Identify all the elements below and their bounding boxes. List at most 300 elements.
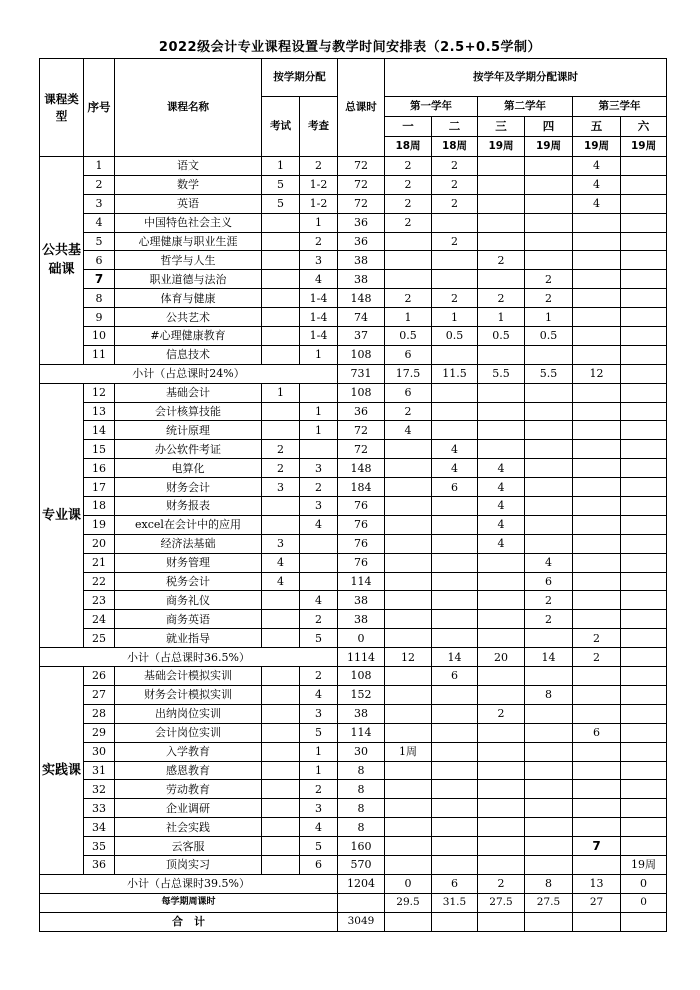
term-1-cell: 2 [385, 157, 432, 176]
exam-term-cell [262, 685, 300, 704]
grand-total-empty [573, 912, 621, 931]
exam-term-cell: 1 [262, 157, 300, 176]
total-hours-cell: 36 [338, 213, 385, 232]
subtotal-term-3: 5.5 [478, 364, 525, 383]
table-row [40, 553, 667, 572]
table-row [40, 855, 667, 874]
seq-cell: 15 [84, 440, 115, 459]
exam-term-cell [262, 837, 300, 856]
term-4-cell: 8 [525, 685, 573, 704]
term-3-cell: 0.5 [478, 327, 525, 346]
term-1-cell [385, 478, 432, 497]
table-row [40, 157, 667, 176]
subtotal-label: 小计（占总课时24%） [40, 364, 338, 383]
term-3-cell [478, 213, 525, 232]
subtotal-term-5: 12 [573, 364, 621, 383]
course-name-cell: 数学 [115, 175, 262, 194]
term-6-cell [621, 289, 667, 308]
total-hours-cell: 108 [338, 383, 385, 402]
table-row [40, 327, 667, 346]
term-1-cell [385, 534, 432, 553]
term-5-cell [573, 251, 621, 270]
term-5-cell [573, 799, 621, 818]
check-term-cell: 1-2 [300, 194, 338, 213]
term-1-cell [385, 515, 432, 534]
course-name-cell: 财务报表 [115, 497, 262, 516]
term-2-cell [432, 591, 478, 610]
term-3-cell [478, 383, 525, 402]
term-1-cell [385, 799, 432, 818]
grand-total-empty [432, 912, 478, 931]
term-1-cell [385, 629, 432, 648]
seq-cell: 32 [84, 780, 115, 799]
term-2-cell: 2 [432, 157, 478, 176]
term-6-cell [621, 553, 667, 572]
total-hours-cell: 72 [338, 157, 385, 176]
subtotal-row [40, 364, 667, 383]
table-row [40, 421, 667, 440]
term-6-cell [621, 799, 667, 818]
seq-cell: 34 [84, 818, 115, 837]
term-5-cell [573, 213, 621, 232]
term-2-cell: 6 [432, 478, 478, 497]
table-row [40, 270, 667, 289]
course-name-cell: 商务英语 [115, 610, 262, 629]
weekly-hours-total-empty [338, 893, 385, 912]
exam-term-cell [262, 704, 300, 723]
subtotal-hours: 731 [338, 364, 385, 383]
term-5-cell [573, 497, 621, 516]
check-term-cell [300, 440, 338, 459]
header-year-2: 第二学年 [478, 97, 573, 117]
term-4-cell [525, 837, 573, 856]
check-term-cell: 4 [300, 270, 338, 289]
table-row [40, 591, 667, 610]
seq-cell: 6 [84, 251, 115, 270]
term-4-cell [525, 194, 573, 213]
term-3-cell [478, 761, 525, 780]
table-row [40, 459, 667, 478]
term-4-cell: 2 [525, 270, 573, 289]
term-6-cell [621, 534, 667, 553]
term-2-cell [432, 515, 478, 534]
check-term-cell: 1 [300, 742, 338, 761]
term-3-cell: 4 [478, 478, 525, 497]
check-term-cell: 1-4 [300, 289, 338, 308]
term-2-cell [432, 402, 478, 421]
term-1-cell [385, 667, 432, 686]
term-2-cell [432, 534, 478, 553]
table-row [40, 402, 667, 421]
check-term-cell [300, 534, 338, 553]
term-1-cell: 2 [385, 213, 432, 232]
term-2-cell: 1 [432, 308, 478, 327]
course-name-cell: 职业道德与法治 [115, 270, 262, 289]
header-weeks-term-1: 18周 [385, 137, 432, 157]
seq-cell: 33 [84, 799, 115, 818]
total-hours-cell: 114 [338, 723, 385, 742]
term-5-cell [573, 345, 621, 364]
term-2-cell [432, 383, 478, 402]
course-name-cell: 英语 [115, 194, 262, 213]
term-1-cell: 2 [385, 289, 432, 308]
term-2-cell: 2 [432, 289, 478, 308]
term-4-cell [525, 667, 573, 686]
term-5-cell [573, 818, 621, 837]
table-row [40, 610, 667, 629]
subtotal-term-6 [621, 364, 667, 383]
term-5-cell [573, 761, 621, 780]
total-hours-cell: 76 [338, 553, 385, 572]
check-term-cell: 2 [300, 667, 338, 686]
term-1-cell: 2 [385, 402, 432, 421]
term-1-cell [385, 232, 432, 251]
total-hours-cell: 0 [338, 629, 385, 648]
term-3-cell [478, 742, 525, 761]
exam-term-cell: 2 [262, 459, 300, 478]
term-4-cell [525, 213, 573, 232]
exam-term-cell: 2 [262, 440, 300, 459]
term-4-cell [525, 629, 573, 648]
exam-term-cell [262, 515, 300, 534]
table-row [40, 383, 667, 402]
total-hours-cell: 38 [338, 704, 385, 723]
term-3-cell [478, 780, 525, 799]
exam-term-cell [262, 799, 300, 818]
total-hours-cell: 76 [338, 534, 385, 553]
table-row [40, 629, 667, 648]
subtotal-term-4: 14 [525, 648, 573, 667]
term-1-cell [385, 553, 432, 572]
term-6-cell [621, 157, 667, 176]
grand-total-label: 合 计 [40, 912, 338, 931]
total-hours-cell: 30 [338, 742, 385, 761]
total-hours-cell: 8 [338, 780, 385, 799]
check-term-cell: 1-2 [300, 175, 338, 194]
header-term-4: 四 [525, 117, 573, 137]
term-3-cell [478, 591, 525, 610]
course-name-cell: 电算化 [115, 459, 262, 478]
term-2-cell [432, 818, 478, 837]
total-hours-cell: 114 [338, 572, 385, 591]
term-2-cell [432, 704, 478, 723]
seq-cell: 12 [84, 383, 115, 402]
term-3-cell: 2 [478, 704, 525, 723]
check-term-cell: 3 [300, 497, 338, 516]
term-1-cell [385, 572, 432, 591]
seq-cell: 16 [84, 459, 115, 478]
table-row [40, 345, 667, 364]
seq-cell: 7 [84, 270, 115, 289]
course-name-cell: #心理健康教育 [115, 327, 262, 346]
total-hours-cell: 36 [338, 402, 385, 421]
course-name-cell: 顶岗实习 [115, 855, 262, 874]
term-5-cell: 4 [573, 157, 621, 176]
term-4-cell [525, 459, 573, 478]
table-row [40, 194, 667, 213]
subtotal-term-1: 0 [385, 874, 432, 893]
term-4-cell [525, 421, 573, 440]
table-row [40, 667, 667, 686]
term-4-cell: 4 [525, 553, 573, 572]
term-4-cell [525, 818, 573, 837]
term-2-cell: 6 [432, 667, 478, 686]
total-hours-cell: 108 [338, 345, 385, 364]
total-hours-cell: 76 [338, 515, 385, 534]
term-1-cell [385, 591, 432, 610]
check-term-cell: 2 [300, 478, 338, 497]
table-row [40, 478, 667, 497]
table-row [40, 780, 667, 799]
term-6-cell [621, 459, 667, 478]
header-term-3: 三 [478, 117, 525, 137]
term-4-cell: 6 [525, 572, 573, 591]
course-name-cell: 经济法基础 [115, 534, 262, 553]
term-2-cell [432, 780, 478, 799]
category-cell: 实践课 [40, 667, 84, 875]
subtotal-term-3: 20 [478, 648, 525, 667]
term-3-cell: 1 [478, 308, 525, 327]
term-1-cell [385, 497, 432, 516]
table-row [40, 175, 667, 194]
term-6-cell [621, 837, 667, 856]
seq-cell: 19 [84, 515, 115, 534]
table-row [40, 232, 667, 251]
subtotal-term-2: 14 [432, 648, 478, 667]
term-5-cell: 2 [573, 629, 621, 648]
header-year-1: 第一学年 [385, 97, 478, 117]
total-hours-cell: 8 [338, 818, 385, 837]
subtotal-label: 小计（占总课时39.5%） [40, 874, 338, 893]
term-2-cell [432, 251, 478, 270]
seq-cell: 13 [84, 402, 115, 421]
check-term-cell: 2 [300, 157, 338, 176]
term-2-cell [432, 761, 478, 780]
term-1-cell [385, 251, 432, 270]
total-hours-cell: 570 [338, 855, 385, 874]
term-6-cell [621, 610, 667, 629]
exam-term-cell: 4 [262, 553, 300, 572]
term-2-cell [432, 572, 478, 591]
term-5-cell [573, 289, 621, 308]
total-hours-cell: 37 [338, 327, 385, 346]
term-4-cell [525, 704, 573, 723]
term-6-cell [621, 175, 667, 194]
term-2-cell [432, 421, 478, 440]
course-name-cell: 商务礼仪 [115, 591, 262, 610]
term-3-cell: 4 [478, 459, 525, 478]
term-4-cell [525, 780, 573, 799]
term-1-cell: 2 [385, 175, 432, 194]
term-3-cell: 2 [478, 251, 525, 270]
exam-term-cell [262, 232, 300, 251]
table-row [40, 837, 667, 856]
term-4-cell [525, 855, 573, 874]
subtotal-row [40, 648, 667, 667]
term-6-cell [621, 497, 667, 516]
term-6-cell [621, 591, 667, 610]
exam-term-cell [262, 402, 300, 421]
exam-term-cell: 5 [262, 175, 300, 194]
term-6-cell [621, 704, 667, 723]
term-3-cell [478, 610, 525, 629]
term-6-cell [621, 761, 667, 780]
course-name-cell: 财务会计 [115, 478, 262, 497]
seq-cell: 29 [84, 723, 115, 742]
check-term-cell: 4 [300, 818, 338, 837]
term-2-cell: 2 [432, 232, 478, 251]
term-5-cell [573, 704, 621, 723]
term-3-cell [478, 232, 525, 251]
term-1-cell [385, 780, 432, 799]
term-1-cell [385, 837, 432, 856]
check-term-cell: 1-4 [300, 327, 338, 346]
total-hours-cell: 36 [338, 232, 385, 251]
term-4-cell [525, 232, 573, 251]
term-1-cell: 6 [385, 383, 432, 402]
term-4-cell: 2 [525, 289, 573, 308]
subtotal-term-6: 0 [621, 874, 667, 893]
seq-cell: 18 [84, 497, 115, 516]
term-2-cell: 2 [432, 175, 478, 194]
check-term-cell: 1 [300, 761, 338, 780]
exam-term-cell: 4 [262, 572, 300, 591]
term-4-cell: 0.5 [525, 327, 573, 346]
term-6-cell: 19周 [621, 855, 667, 874]
grand-total-empty [385, 912, 432, 931]
header-exam: 考试 [262, 97, 300, 157]
total-hours-cell: 108 [338, 667, 385, 686]
exam-term-cell [262, 629, 300, 648]
term-3-cell [478, 402, 525, 421]
check-term-cell: 5 [300, 837, 338, 856]
term-3-cell [478, 553, 525, 572]
term-4-cell [525, 478, 573, 497]
course-name-cell: 财务管理 [115, 553, 262, 572]
term-4-cell [525, 251, 573, 270]
course-name-cell: 企业调研 [115, 799, 262, 818]
term-2-cell [432, 629, 478, 648]
term-1-cell: 6 [385, 345, 432, 364]
table-row [40, 742, 667, 761]
seq-cell: 17 [84, 478, 115, 497]
subtotal-term-1: 17.5 [385, 364, 432, 383]
term-3-cell [478, 345, 525, 364]
term-5-cell [573, 855, 621, 874]
subtotal-hours: 1204 [338, 874, 385, 893]
term-4-cell [525, 175, 573, 194]
term-3-cell: 4 [478, 515, 525, 534]
check-term-cell [300, 553, 338, 572]
term-4-cell: 2 [525, 610, 573, 629]
table-row [40, 572, 667, 591]
table-row [40, 440, 667, 459]
header-by-term: 按学期分配 [262, 59, 338, 97]
term-4-cell [525, 515, 573, 534]
term-4-cell [525, 742, 573, 761]
check-term-cell: 1-4 [300, 308, 338, 327]
seq-cell: 8 [84, 289, 115, 308]
seq-cell: 30 [84, 742, 115, 761]
term-2-cell: 2 [432, 194, 478, 213]
total-hours-cell: 72 [338, 194, 385, 213]
course-name-cell: 心理健康与职业生涯 [115, 232, 262, 251]
term-5-cell [573, 534, 621, 553]
term-2-cell: 4 [432, 440, 478, 459]
term-5-cell [573, 780, 621, 799]
weekly-hours-term-3: 27.5 [478, 893, 525, 912]
term-3-cell [478, 818, 525, 837]
seq-cell: 5 [84, 232, 115, 251]
course-name-cell: 办公软件考证 [115, 440, 262, 459]
term-2-cell [432, 497, 478, 516]
term-1-cell [385, 685, 432, 704]
term-1-cell [385, 761, 432, 780]
total-hours-cell: 148 [338, 289, 385, 308]
term-5-cell [573, 572, 621, 591]
subtotal-term-5: 13 [573, 874, 621, 893]
subtotal-term-4: 8 [525, 874, 573, 893]
subtotal-term-2: 6 [432, 874, 478, 893]
grand-total-value: 3049 [338, 912, 385, 931]
term-6-cell [621, 440, 667, 459]
term-5-cell [573, 591, 621, 610]
header-weeks-term-3: 19周 [478, 137, 525, 157]
course-name-cell: 信息技术 [115, 345, 262, 364]
subtotal-term-5: 2 [573, 648, 621, 667]
check-term-cell: 4 [300, 685, 338, 704]
term-2-cell [432, 837, 478, 856]
term-5-cell [573, 327, 621, 346]
header-year-3: 第三学年 [573, 97, 667, 117]
term-6-cell [621, 383, 667, 402]
term-5-cell [573, 270, 621, 289]
term-2-cell [432, 799, 478, 818]
seq-cell: 4 [84, 213, 115, 232]
check-term-cell: 3 [300, 799, 338, 818]
term-3-cell [478, 799, 525, 818]
exam-term-cell [262, 667, 300, 686]
term-6-cell [621, 572, 667, 591]
total-hours-cell: 38 [338, 610, 385, 629]
term-3-cell [478, 667, 525, 686]
total-hours-cell: 160 [338, 837, 385, 856]
total-hours-cell: 38 [338, 270, 385, 289]
term-2-cell: 0.5 [432, 327, 478, 346]
check-term-cell [300, 572, 338, 591]
seq-cell: 35 [84, 837, 115, 856]
course-name-cell: 统计原理 [115, 421, 262, 440]
term-1-cell: 4 [385, 421, 432, 440]
total-hours-cell: 72 [338, 175, 385, 194]
term-4-cell [525, 157, 573, 176]
term-3-cell: 4 [478, 534, 525, 553]
exam-term-cell: 3 [262, 534, 300, 553]
total-hours-cell: 72 [338, 440, 385, 459]
table-row [40, 761, 667, 780]
seq-cell: 14 [84, 421, 115, 440]
course-name-cell: excel在会计中的应用 [115, 515, 262, 534]
page-title: 2022级会计专业课程设置与教学时间安排表（2.5+0.5学制） [158, 40, 542, 55]
header-weeks-term-2: 18周 [432, 137, 478, 157]
check-term-cell: 1 [300, 402, 338, 421]
term-1-cell [385, 440, 432, 459]
exam-term-cell [262, 610, 300, 629]
header-course-name: 课程名称 [115, 59, 262, 157]
weekly-hours-term-2: 31.5 [432, 893, 478, 912]
term-4-cell [525, 534, 573, 553]
term-3-cell [478, 194, 525, 213]
